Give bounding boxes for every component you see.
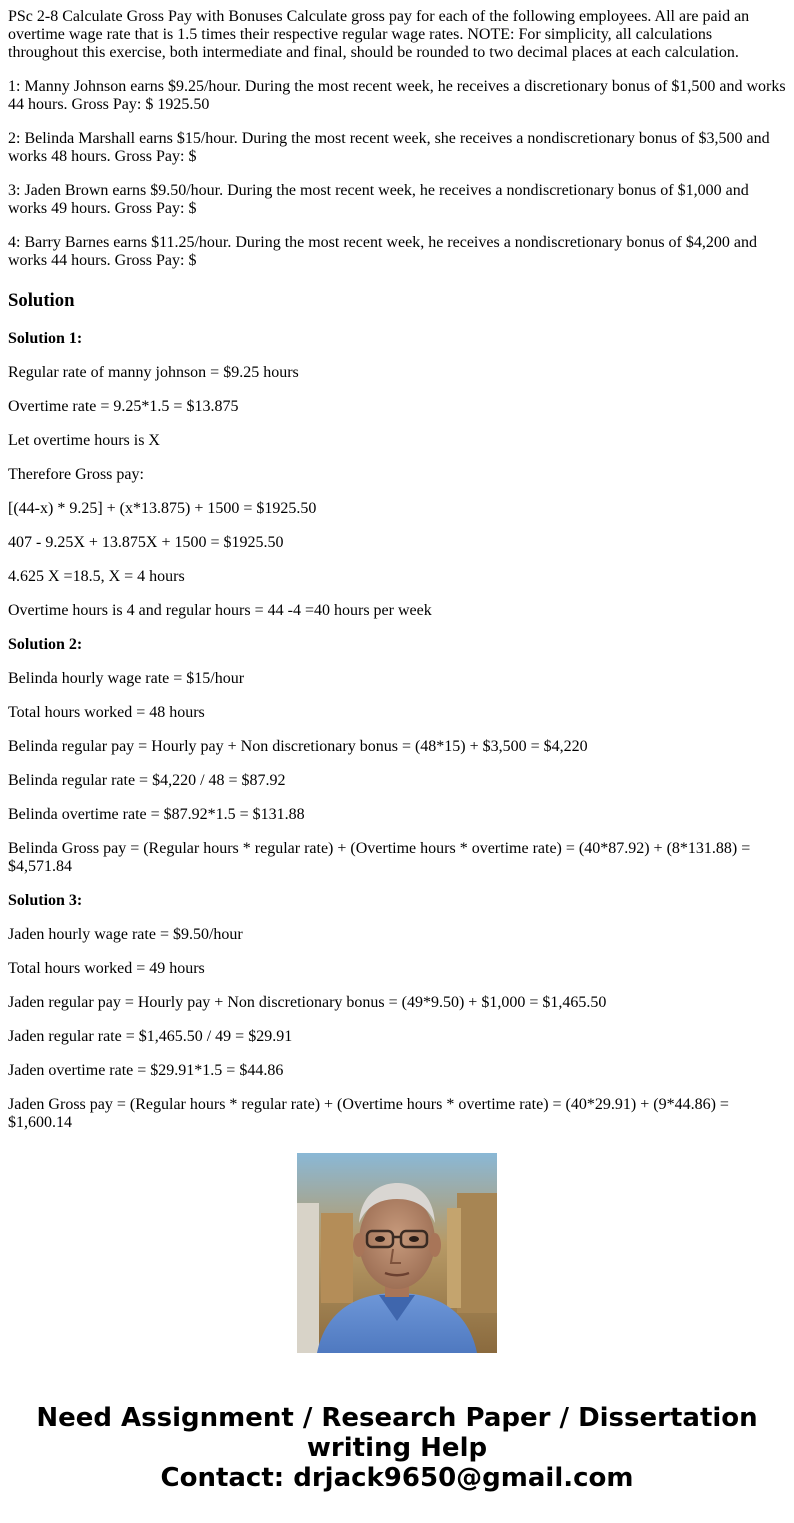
solution-heading: Solution — [8, 290, 75, 311]
solution-1-line: Let overtime hours is X — [8, 432, 160, 449]
solution-1-line: 4.625 X =18.5, X = 4 hours — [8, 568, 185, 585]
solution-2-line: Belinda regular pay = Hourly pay + Non discretionary bonus = (48*15) + $3,500 = $4,220 — [8, 738, 588, 755]
solution-2-line: Total hours worked = 48 hours — [8, 704, 205, 721]
solution-3-line: Jaden hourly wage rate = $9.50/hour — [8, 926, 243, 943]
question-item-2: 2: Belinda Marshall earns $15/hour. During the most recent week, she receives a nondiscretionary bonus of $3,500 and works 48 hours. Gross Pay: $ — [8, 130, 770, 165]
solution-3-line: Total hours worked = 49 hours — [8, 960, 205, 977]
solution-1-line: 407 - 9.25X + 13.875X + 1500 = $1925.50 — [8, 534, 284, 551]
solution-3-line: Jaden regular rate = $1,465.50 / 49 = $29.91 — [8, 1028, 293, 1045]
solution-1-line: Overtime rate = 9.25*1.5 = $13.875 — [8, 398, 239, 415]
solution-1-line: [(44-x) * 9.25] + (x*13.875) + 1500 = $1925.50 — [8, 500, 317, 517]
solution-3-line: Jaden overtime rate = $29.91*1.5 = $44.86 — [8, 1062, 284, 1079]
solution-3-heading: Solution 3: — [8, 892, 83, 909]
solution-1-line: Overtime hours is 4 and regular hours = 44 -4 =40 hours per week — [8, 602, 432, 619]
question-item-1: 1: Manny Johnson earns $9.25/hour. During the most recent week, he receives a discretionary bonus of $1,500 and works 44 hours. Gross Pay: $ 1925.50 — [8, 78, 786, 113]
author-avatar — [297, 1153, 497, 1353]
solution-2-heading: Solution 2: — [8, 636, 83, 653]
question-item-3: 3: Jaden Brown earns $9.50/hour. During the most recent week, he receives a nondiscretionary bonus of $1,000 and works 49 hours. Gross Pay: $ — [8, 182, 749, 217]
solution-2-line: Belinda overtime rate = $87.92*1.5 = $131.88 — [8, 806, 305, 823]
question-item-4: 4: Barry Barnes earns $11.25/hour. During the most recent week, he receives a nondiscretionary bonus of $4,200 and works 44 hours. Gross Pay: $ — [8, 234, 757, 269]
author-portrait-image — [297, 1153, 497, 1353]
solution-2-line: Belinda regular rate = $4,220 / 48 = $87.92 — [8, 772, 286, 789]
question-intro: PSc 2-8 Calculate Gross Pay with Bonuses Calculate gross pay for each of the following employees. All are paid an overtime wage rate that is 1.5 times their respective regular wage rates. NOTE: For simplicity, all calculations throughout this exercise, both intermediate and final, should be rounded to two decimal places at each calculation. — [8, 8, 750, 61]
solution-2-line: Belinda hourly wage rate = $15/hour — [8, 670, 245, 687]
contact-banner — [0, 1403, 794, 1493]
solution-2-line: Belinda Gross pay = (Regular hours * regular rate) + (Overtime hours * overtime rate) = (40*87.92) + (8*131.88) = $4,571.84 — [8, 840, 751, 875]
contact-email: Contact: drjack9650@gmail.com — [160, 1463, 634, 1493]
solution-1-heading: Solution 1: — [8, 330, 83, 347]
contact-banner-line-1: Need Assignment / Research Paper / Dissertation — [36, 1403, 758, 1433]
solution-1-line: Therefore Gross pay: — [8, 466, 144, 483]
contact-banner-line-2: writing Help — [306, 1433, 488, 1463]
document-content — [8, 0, 786, 1131]
solution-3-line: Jaden regular pay = Hourly pay + Non discretionary bonus = (49*9.50) + $1,000 = $1,465.50 — [8, 994, 607, 1011]
solution-1-line: Regular rate of manny johnson = $9.25 hours — [8, 364, 299, 381]
solution-3-line: Jaden Gross pay = (Regular hours * regular rate) + (Overtime hours * overtime rate) = (40*29.91) + (9*44.86) = $1,600.14 — [8, 1096, 729, 1131]
